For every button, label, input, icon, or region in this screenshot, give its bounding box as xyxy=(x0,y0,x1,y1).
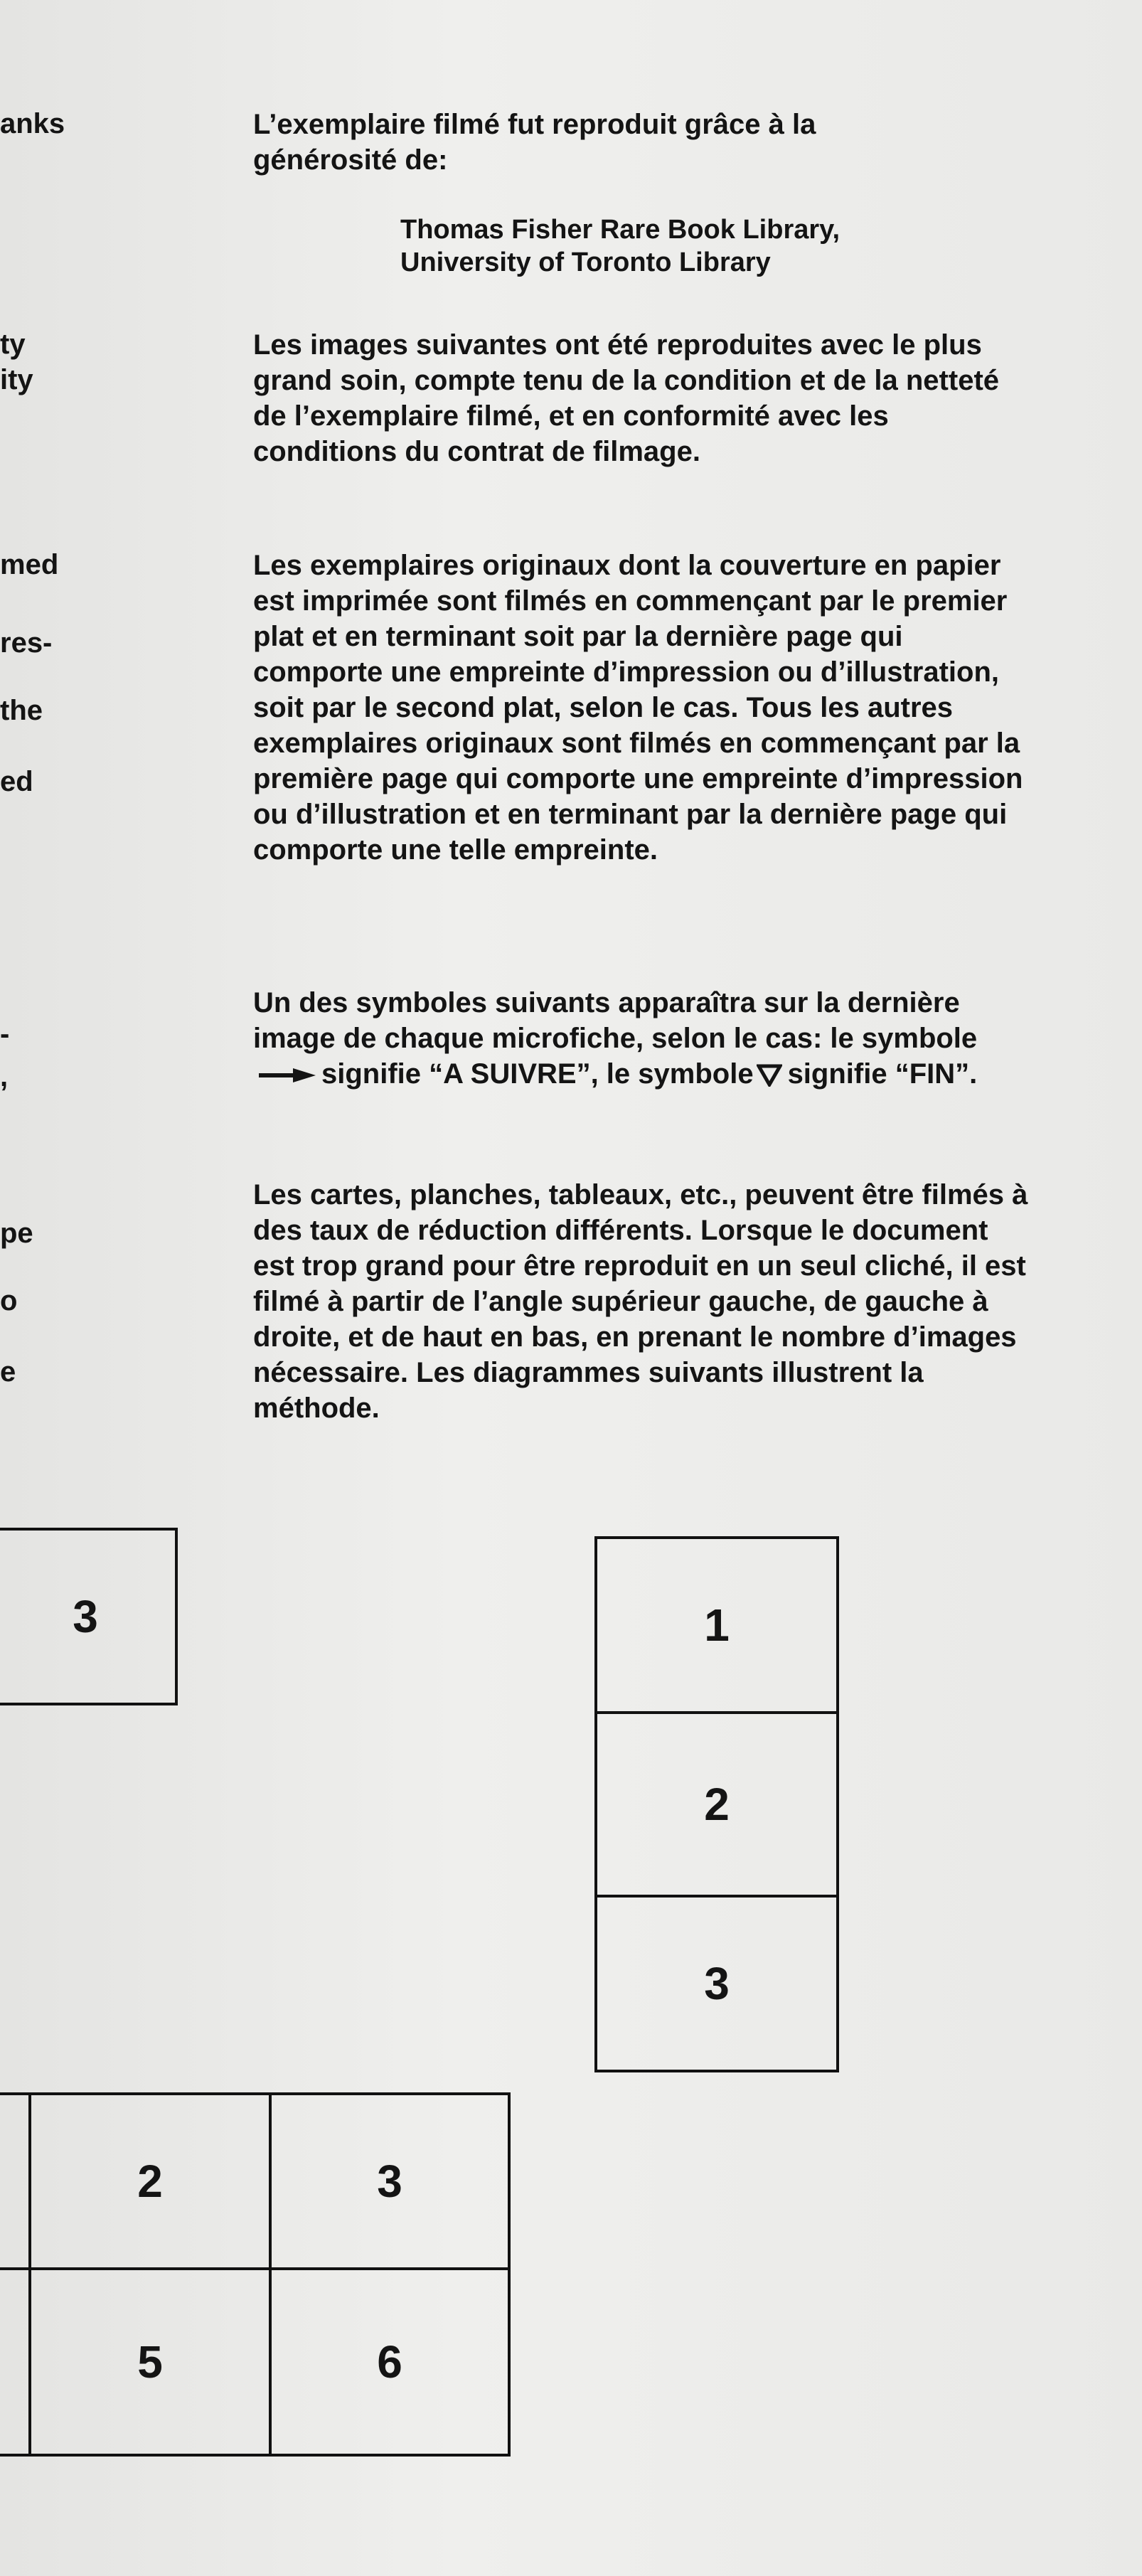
diagram-column-cell-1 xyxy=(594,1536,839,1714)
paragraph-maps xyxy=(253,1177,1071,1426)
left-fragment: pe xyxy=(0,1218,33,1249)
credit-line-1: Thomas Fisher Rare Book Library, xyxy=(400,215,841,245)
paragraph-text: Les cartes, planches, tableaux, etc., peuvent être filmés à des taux de réduction différents. Lorsque le document est trop grand pour être reproduit en un seul cliché, il est filmé à partir de l’angle supérieur gauche, de gauche à droite, et de haut en bas, en prenant le nombre d’images nécessaire. Les diagrammes suivants illustrent la méthode. xyxy=(253,1179,1028,1424)
left-fragment: ty xyxy=(0,329,26,360)
diagram-grid-cell-3 xyxy=(269,2092,511,2270)
diagram-cell-number: 2 xyxy=(704,1779,730,1830)
diagram-cell-number: 1 xyxy=(704,1600,730,1651)
left-fragment: med xyxy=(0,549,59,580)
diagram-cell-number: 5 xyxy=(137,2336,163,2388)
diagram-grid-cell-partial xyxy=(0,2092,31,2270)
paragraph-reproduction xyxy=(253,327,1071,469)
left-fragment: , xyxy=(0,1061,9,1092)
triangle-down-icon xyxy=(757,1064,782,1087)
diagram-grid-cell-2 xyxy=(28,2092,272,2270)
paragraph-text: Les images suivantes ont été reproduites avec le plus grand soin, compte tenu de la condition et de la netteté de l’exemplaire filmé, et en conformité avec les conditions du contrat de filmage. xyxy=(253,329,1000,467)
diagram-cell-number: 2 xyxy=(137,2156,163,2207)
left-fragment: res- xyxy=(0,627,53,659)
diagram-column-cell-2 xyxy=(594,1711,839,1898)
symbols-text-1: Un des symboles suivants apparaîtra sur la dernière image de chaque microfiche, selon le cas: le symbole xyxy=(253,987,978,1054)
diagram-grid-cell-partial xyxy=(0,2267,31,2457)
diagram-cell-number: 3 xyxy=(704,1958,730,2009)
paragraph-text xyxy=(253,985,1014,1092)
credit-block xyxy=(400,213,1142,279)
symbols-text-3: signifie “FIN”. xyxy=(787,1058,978,1090)
left-fragment: ed xyxy=(0,766,33,797)
diagram-grid-cell-5 xyxy=(28,2267,272,2457)
diagram-cell-number: 3 xyxy=(377,2156,402,2207)
diagram-row-cell xyxy=(0,1528,178,1705)
left-fragment: o xyxy=(0,1285,18,1316)
symbols-text-2: signifie “A SUIVRE”, le symbole xyxy=(321,1058,754,1090)
diagram-grid-cell-6 xyxy=(269,2267,511,2457)
intro-text: L’exemplaire filmé fut reproduit grâce à la générosité de: xyxy=(253,109,816,176)
intro-paragraph xyxy=(253,107,1071,178)
left-fragment: ity xyxy=(0,364,33,395)
arrow-right-icon xyxy=(257,1068,317,1083)
left-fragment: e xyxy=(0,1356,16,1388)
credit-line-2: University of Toronto Library xyxy=(400,248,771,277)
left-fragment: the xyxy=(0,695,43,726)
paragraph-originals xyxy=(253,548,1071,868)
paragraph-text: Les exemplaires originaux dont la couverture en papier est imprimée sont filmés en commençant par le premier plat et en terminant soit par la dernière page qui comporte une empreinte d’impression ou d’illustration, soit par le second plat, selon le cas. Tous les autres exemplaires originaux sont filmés en commençant par la première page qui comporte une empreinte d’impression ou d’illustration et en terminant par la dernière page qui comporte une telle empreinte. xyxy=(253,550,1023,866)
diagram-column-cell-3 xyxy=(594,1895,839,2072)
left-fragment: - xyxy=(0,1018,10,1050)
paragraph-symbols xyxy=(253,985,1071,1092)
left-fragment: anks xyxy=(0,108,65,139)
diagram-cell-number: 6 xyxy=(377,2336,402,2388)
diagram-cell-number: 3 xyxy=(73,1591,98,1642)
